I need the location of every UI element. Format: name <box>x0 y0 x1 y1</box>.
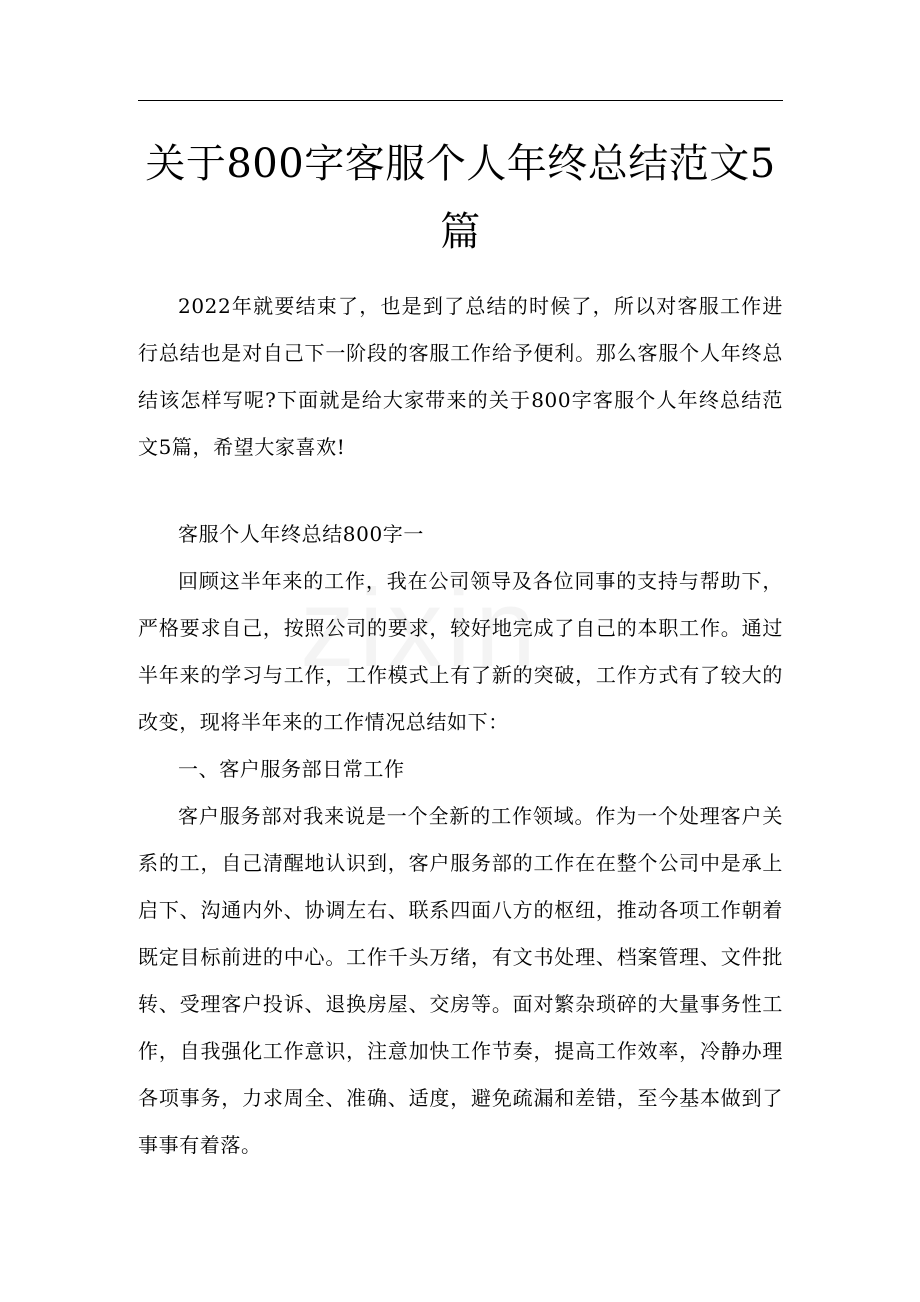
document-body <box>138 283 783 1169</box>
header-rule <box>138 100 783 101</box>
body-paragraph: 回顾这半年来的工作，我在公司领导及各位同事的支持与帮助下，严格要求自己，按照公司的要求，较好地完成了自己的本职工作。通过半年来的学习与工作，工作模式上有了新的突破，工作方式有了较大的改变，现将半年来的工作情况总结如下： <box>138 569 783 734</box>
section-heading: 客服个人年终总结800字一 <box>178 522 424 546</box>
document-title: 关于800字客服个人年终总结范文5篇 <box>145 141 776 255</box>
body-paragraph: 客户服务部对我来说是一个全新的工作领域。作为一个处理客户关系的工，自己清醒地认识到，客户服务部的工作在在整个公司中是承上启下、沟通内外、协调左右、联系四面八方的枢纽，推动各项工作朝着既定目标前进的中心。工作千头万绪，有文书处理、档案管理、文件批转、受理客户投诉、退换房屋、交房等。面对繁杂琐碎的大量事务性工作，自我强化工作意识，注意加快工作节奏，提高工作效率，冷静办理各项事务，力求周全、准确、适度，避免疏漏和差错，至今基本做到了事事有着落。 <box>138 804 783 1157</box>
intro-paragraph: 2022年就要结束了，也是到了总结的时候了，所以对客服工作进行总结也是对自己下一阶段的客服工作给予便利。那么客服个人年终总结该怎样写呢?下面就是给大家带来的关于800字客服个人年终总结范文5篇，希望大家喜欢! <box>138 294 783 459</box>
subheading: 一、客户服务部日常工作 <box>178 757 405 781</box>
